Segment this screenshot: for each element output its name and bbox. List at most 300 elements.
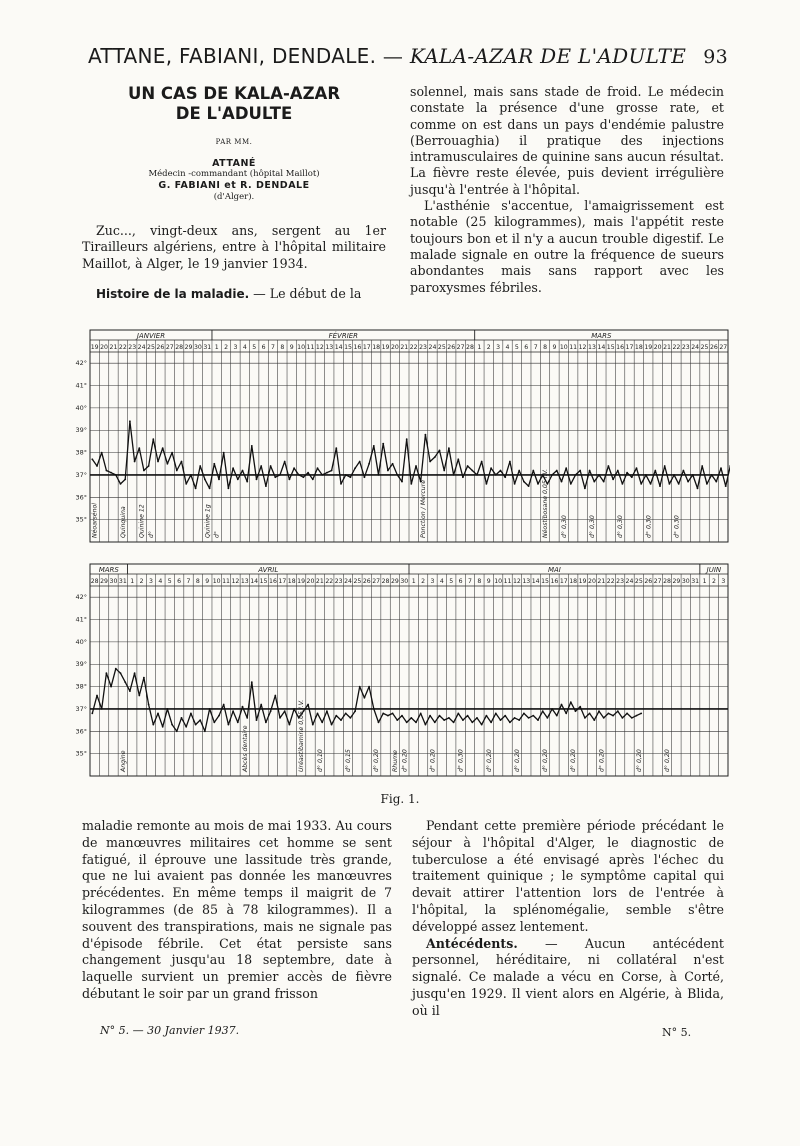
day-label: 26 [156,344,165,351]
day-label: 15 [344,344,352,351]
day-label: 25 [437,344,446,351]
day-label: 22 [409,344,418,351]
temperature-point [678,483,680,485]
day-label: 18 [634,344,643,351]
treatment-annotation: d° 0,30 [560,515,568,538]
day-label: 19 [644,344,653,351]
temperature-point [270,710,272,712]
temperature-point [720,467,722,469]
temperature-point [626,472,628,474]
temperature-point [228,724,230,726]
temperature-point [476,717,478,719]
temperature-point [246,717,248,719]
day-label: 6 [177,578,182,585]
day-label: 16 [353,344,362,351]
day-label: 20 [306,578,315,585]
month-label: MAI [547,566,561,574]
temperature-point [392,713,394,715]
temperature-point [91,713,93,715]
treatment-annotation: Néostibosane 0,05 I.V. [542,468,549,538]
temperature-point [673,474,675,476]
day-label: 27 [719,344,728,351]
day-label: 18 [287,578,296,585]
temperature-point [603,481,605,483]
day-label: 7 [186,578,191,585]
temperature-point [256,479,258,481]
temperature-point [242,470,244,472]
month-label: MARS [98,566,119,574]
day-label: 2 [224,344,229,351]
day-label: 22 [606,578,615,585]
temperature-point [185,726,187,728]
day-label: 20 [588,578,596,585]
y-tick-label: 38° [75,448,87,457]
temperature-point [457,458,459,460]
temperature-point [143,677,145,679]
temperature-point [110,686,112,688]
temperature-point [518,719,520,721]
day-label: 3 [430,578,435,585]
y-tick-label: 38° [75,682,87,691]
day-label: 22 [118,344,127,351]
temperature-point [209,488,211,490]
temperature-point [514,717,516,719]
temperature-point [106,672,108,674]
temperature-point [326,710,328,712]
day-label: 17 [559,578,568,585]
temperature-point [612,715,614,717]
y-tick-label: 40° [75,403,87,412]
temperature-point [378,722,380,724]
temperature-point [631,717,633,719]
temperature-point [575,474,577,476]
treatment-annotation: Rhume [391,750,399,772]
day-label: 7 [533,344,538,351]
day-label: 9 [486,578,491,585]
temperature-point [392,463,394,465]
temperature-point [636,715,638,717]
temperature-point [481,724,483,726]
day-label: 28 [175,344,184,351]
month-label: FÉVRIER [328,332,359,340]
temperature-point [382,443,384,445]
temperature-point [439,715,441,717]
temperature-point [312,724,314,726]
temperature-point [687,481,689,483]
temperature-point [331,470,333,472]
day-label: 16 [616,344,625,351]
temperature-point [289,724,291,726]
temperature-point [406,438,408,440]
day-label: 28 [663,578,671,585]
temperature-point [148,465,150,467]
temperature-point [242,706,244,708]
right-bottom-paragraph-1: Pendant cette première période précédant le séjour à l'hôpital d'Alger, le diagnostic de tuberculose a été envisagé après l'échec du traitement quinique ; le symptôme capital qui devait attirer l'attention lors de l'entrée à l'hôpital, la splénomégalie, semble s'être développé assez lentement. [412,818,724,934]
temperature-point [410,717,412,719]
day-label: 4 [439,578,444,585]
treatment-annotation: d° 0,20 [598,749,606,772]
temperature-point [551,474,553,476]
treatment-annotation: Uréastibamine 0,05 I.V. [298,699,306,772]
day-label: 20 [390,344,399,351]
day-label: 21 [597,578,606,585]
temperature-point [523,481,525,483]
temperature-point [701,465,703,467]
temperature-point [622,717,624,719]
temperature-point [279,474,281,476]
day-label: 2 [711,578,716,585]
temperature-point [317,467,319,469]
day-label: 15 [606,344,615,351]
day-label: 29 [672,578,681,585]
day-label: 29 [390,578,399,585]
right-top-paragraph-2: L'asthénie s'accentue, l'amaigrissement est notable (25 kilogrammes), mais l'appétit reste toujours bon et il n'y a aucun trouble digestif. Le malade signale en outre la fréquence de sueurs abondantes mais sans rapport avec les paroxysmes fébriles. [410,198,724,295]
temperature-point [335,447,337,449]
running-head-authors: ATTANE, FABIANI, DENDALE. [88,44,377,68]
temperature-point [645,474,647,476]
temperature-point [298,474,300,476]
day-label: 11 [222,578,230,585]
temperature-point [274,476,276,478]
temperature-point [176,470,178,472]
day-label: 24 [691,344,700,351]
y-tick-label: 37° [75,470,87,479]
temperature-point [622,483,624,485]
temperature-point [532,470,534,472]
page-number: 93 [703,46,728,68]
temperature-point [232,710,234,712]
temperature-point [218,715,220,717]
temperature-point [500,719,502,721]
temperature-point [129,420,131,422]
month-label: AVRIL [258,566,279,574]
temperature-point [138,695,140,697]
day-label: 10 [212,578,221,585]
temperature-point [223,704,225,706]
temperature-point [401,481,403,483]
day-label: 5 [252,344,257,351]
temperature-point [246,481,248,483]
temperature-point [335,715,337,717]
temperature-point [425,434,427,436]
day-label: 17 [362,344,371,351]
day-label: 18 [372,344,381,351]
treatment-annotation: Néoarsénol [91,502,99,538]
temperature-point [354,710,356,712]
treatment-annotation: d° [148,530,155,538]
temperature-point [654,470,656,472]
temperature-point [181,461,183,463]
temperature-point [683,470,685,472]
temperature-point [537,483,539,485]
temperature-point [640,713,642,715]
day-label: 14 [250,578,259,585]
day-label: 14 [531,578,540,585]
temperature-point [364,697,366,699]
temperature-point [659,485,661,487]
temperature-point [340,719,342,721]
day-label: 31 [118,578,127,585]
temperature-point [364,476,366,478]
day-label: 26 [447,344,456,351]
temperature-point [509,722,511,724]
temperature-point [129,690,131,692]
day-label: 14 [334,344,343,351]
temperature-point [396,474,398,476]
treatment-annotation: Quinine 1g [204,504,212,538]
temperature-point [279,717,281,719]
day-label: 26 [644,578,653,585]
temperature-point [134,672,136,674]
temperature-point [429,461,431,463]
treatment-annotation: d° [213,530,221,538]
temperature-point [199,465,201,467]
day-label: 29 [100,578,109,585]
day-label: 2 [139,578,144,585]
temperature-point [415,465,417,467]
temperature-point [486,483,488,485]
day-label: 27 [653,578,662,585]
temperature-point [152,438,154,440]
temperature-point [669,483,671,485]
temperature-point [307,704,309,706]
temperature-point [518,470,520,472]
day-label: 30 [193,344,202,351]
day-label: 10 [559,344,568,351]
day-label: 19 [297,578,306,585]
temperature-point [307,472,309,474]
running-head [88,44,728,76]
temperature-point [199,719,201,721]
day-label: 21 [109,344,118,351]
day-label: 23 [128,344,137,351]
day-label: 23 [616,578,625,585]
temperature-point [387,715,389,717]
temperature-point [162,447,164,449]
day-label: 19 [90,344,99,351]
temperature-point [617,710,619,712]
temperature-point [237,479,239,481]
temperature-point [340,483,342,485]
temperature-point [608,713,610,715]
figure-caption: Fig. 1. [380,792,420,806]
temperature-point [603,717,605,719]
day-label: 6 [261,344,266,351]
day-label: 2 [486,344,491,351]
temperature-point [134,461,136,463]
temperature-point [593,481,595,483]
affiliation-1: Médecin -commandant (hôpital Maillot) [148,169,320,179]
temperature-point [171,724,173,726]
temperature-point [509,461,511,463]
temperature-point [293,467,295,469]
day-label: 17 [625,344,634,351]
day-label: 23 [334,578,343,585]
temperature-point [565,467,567,469]
temperature-point [570,483,572,485]
treatment-annotation: d° 0,30 [589,515,596,538]
day-label: 15 [259,578,268,585]
temperature-point [608,465,610,467]
temperature-point [410,483,412,485]
treatment-annotation: d° 0,20 [570,749,578,772]
y-tick-label: 35° [75,749,87,758]
temperature-point [650,483,652,485]
day-label: 10 [494,578,503,585]
day-label: 28 [381,578,390,585]
day-label: 1 [214,344,219,351]
temperature-point [373,708,375,710]
temperature-point [514,483,516,485]
intro-paragraph: Zuc..., vingt-deux ans, sergent au 1er Tirailleurs algériens, entre à l'hôpital militaire Maillot, à Alger, le 19 janvier 1934. [82,223,386,271]
day-label: 6 [458,578,463,585]
day-label: 12 [315,344,324,351]
day-label: 17 [278,578,287,585]
temperature-point [448,447,450,449]
temperature-point [420,713,422,715]
day-label: 14 [597,344,606,351]
temperature-point [495,713,497,715]
temperature-point [204,479,206,481]
day-label: 12 [231,578,240,585]
temperature-point [251,445,253,447]
treatment-annotation: d° 0,30 [617,515,625,538]
treatment-annotation: d° 0,20 [635,749,643,772]
temperature-point [185,483,187,485]
day-label: 29 [184,344,193,351]
temperature-point [396,719,398,721]
temperature-point [167,708,169,710]
treatment-annotation: d° 0,30 [673,515,681,538]
day-label: 31 [691,578,700,585]
day-label: 5 [167,578,172,585]
temperature-point [528,485,530,487]
temperature-point [692,474,694,476]
treatment-annotation: d° 0,20 [664,749,671,772]
temperature-point [425,724,427,726]
temperature-point [617,470,619,472]
temperature-point [218,479,220,481]
day-label: 30 [400,578,409,585]
day-label: 4 [505,344,510,351]
temperature-point [270,465,272,467]
temperature-point [664,465,666,467]
temperature-point [373,445,375,447]
footer-issue-date: N° 5. — 30 Janvier 1937. [100,1024,240,1037]
day-label: 9 [552,344,557,351]
antecedents-text: — Aucun antécédent personnel, héréditaire, ni collatéral n'est signalé. Ce malade a vécu en Corse, à Corté, jusqu'en 1929. Il vient alors en Algérie, à Blida, où il [412,935,724,1018]
temperature-point [237,722,239,724]
temperature-point [504,715,506,717]
temperature-point [631,476,633,478]
temperature-point [251,681,253,683]
treatment-annotation: d° 0,20 [373,749,381,772]
temperature-point [232,467,234,469]
day-label: 28 [466,344,474,351]
day-label: 23 [681,344,690,351]
day-label: 3 [721,578,726,585]
temperature-point [106,470,108,472]
affiliation-2: (d'Alger). [213,192,255,202]
y-tick-label: 35° [75,515,87,524]
temperature-point [570,701,572,703]
day-label: 22 [325,578,334,585]
temperature-point [345,713,347,715]
day-label: 1 [130,578,135,585]
day-label: 4 [242,344,247,351]
day-label: 20 [100,344,109,351]
antecedents-heading: Antécédents. [426,935,518,951]
temperature-point [213,722,215,724]
temperature-point [143,470,145,472]
day-label: 19 [578,578,587,585]
temperature-point [176,730,178,732]
temperature-point [303,476,305,478]
temperature-point [561,704,563,706]
temperature-point [453,474,455,476]
temperature-point [209,708,211,710]
day-label: 6 [524,344,529,351]
temperature-point [537,719,539,721]
temperature-point [467,465,469,467]
temperature-point [326,472,328,474]
treatment-annotation: Abcès dentaire [241,725,249,772]
treatment-annotation: d° 0,30 [645,515,653,538]
temperature-point [640,483,642,485]
day-label: 21 [663,344,671,351]
temperature-point [312,479,314,481]
temperature-point [256,719,258,721]
day-label: 8 [195,578,200,585]
day-label: 21 [400,344,409,351]
temperature-point [195,724,197,726]
temperature-point [162,726,164,728]
day-label: 23 [419,344,428,351]
temperature-point [321,474,323,476]
day-label: 3 [233,344,238,351]
day-label: 4 [158,578,163,585]
temperature-chart-2-svg [64,562,730,782]
temperature-point [589,470,591,472]
day-label: 13 [240,578,249,585]
temperature-point [260,465,262,467]
article-title-line1: UN CAS DE KALA-AZAR [127,84,341,103]
temperature-point [110,472,112,474]
temperature-point [626,713,628,715]
treatment-annotation: d° 0,20 [542,749,549,772]
temperature-point [706,483,708,485]
temperature-point [284,710,286,712]
temperature-point [284,461,286,463]
temperature-point [471,722,473,724]
treatment-annotation: d° 0,20 [401,749,409,772]
day-label: 25 [353,578,362,585]
temperature-point [556,715,558,717]
temperature-point [504,476,506,478]
temperature-point [359,461,361,463]
day-label: 28 [90,578,99,585]
day-label: 9 [289,344,294,351]
temperature-point [448,717,450,719]
temperature-point [120,483,122,485]
day-label: 1 [477,344,482,351]
day-label: 24 [428,344,437,351]
temperature-point [495,474,497,476]
day-label: 24 [344,578,352,585]
author-fabiani-dendale: G. FABIANI et R. DENDALE [158,180,310,191]
article-title-line2: DE L'ADULTE [175,104,293,123]
temperature-point [368,463,370,465]
